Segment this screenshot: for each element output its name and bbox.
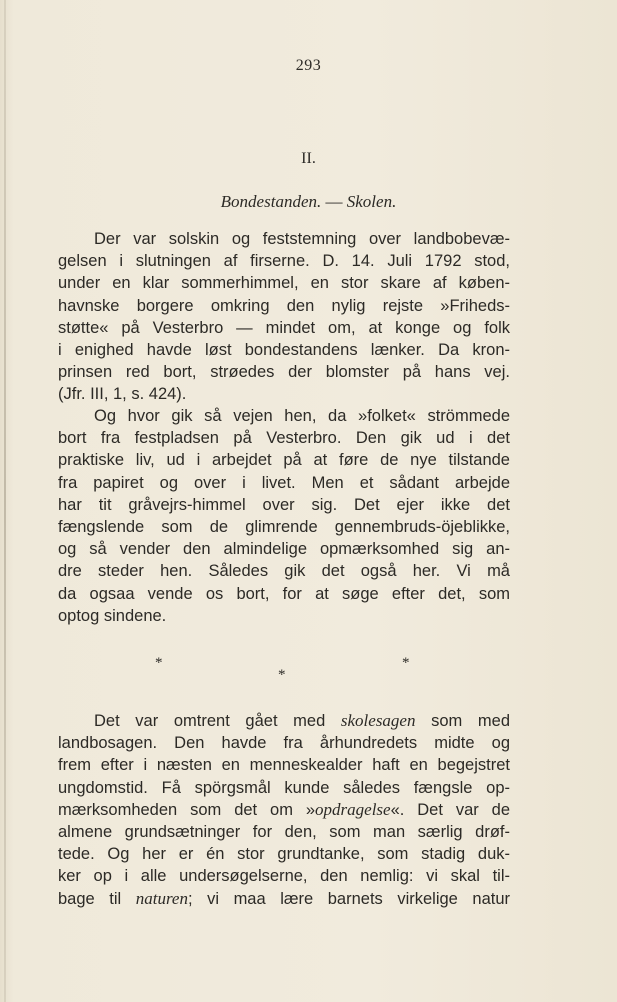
text-line: fra papiret og over i livet. Men et sådant arbejde [58,473,510,492]
text-line [58,799,510,821]
text-line: praktiske liv, ud i arbejdet på at føre de nye tilstande [58,451,510,470]
section-title [0,192,617,212]
emphasis: naturen [135,888,188,908]
text-run: ; vi maa lære barnets virkelige natur [187,889,511,908]
paragraph-2 [58,405,510,627]
text-run: «. Det var de [390,800,510,819]
text-line: støtte« på Vesterbro — mindet om, at konge og folk [58,318,510,337]
text-line: havnske borgere omkring den nylig rejste »Friheds- [58,296,510,315]
paragraph-1 [58,228,510,406]
text-line: under en klar sommerhimmel, en stor skare af køben- [58,274,510,293]
text-line: Der var solskin og feststemning over landbobevæ- [94,230,510,248]
text-line: gelsen i slutningen af firserne. D. 14. Juli 1792 stod, [58,252,510,271]
text-line: landbosagen. Den havde fra århundredets midte og [58,734,510,753]
title-part-1: Bondestanden. [220,192,322,211]
text-line: almene grundsætninger for den, som man særlig drøf- [58,822,510,841]
emphasis: skolesagen [340,711,416,730]
text-line: prinsen red bort, strøedes der blomster på hans vej. [58,363,510,382]
text-line: da ogsaa vende os bort, for at søge efter det, som [58,584,510,603]
text-line: (Jfr. III, 1, s. 424). [58,385,187,404]
text-run: Det var omtrent gået med [94,712,341,730]
text-line: tede. Og her er én stor grundtanke, som stadig duk- [58,845,510,864]
section-separator [0,655,617,685]
text-run: som med [415,712,511,730]
text-run: bage til [58,889,136,908]
text-line: bort fra festpladsen på Vesterbro. Den gik ud i det [58,429,510,448]
text-line [58,888,510,910]
text-line: i enighed havde løst bondestandens lænker. Da kron- [58,340,510,359]
text-line: Og hvor gik så vejen hen, da »folket« strömmede [94,407,510,425]
text-line [58,710,510,732]
text-line: ungdomstid. Få spörgsmål kunde således fængsle op- [58,778,510,797]
text-line: fængslende som de glimrende gennembruds-öjeblikke, [58,517,510,536]
text-run: mærksomheden som det om » [58,800,316,819]
text-line: optog sindene. [58,606,167,625]
paragraph-3 [58,710,510,910]
emphasis: opdragelse [315,799,391,819]
title-separator: — [321,192,347,211]
text-line: dre steder hen. Således gik det også her. Vi må [58,562,510,581]
text-line: og så vender den almindelige opmærksomhed sig an- [58,540,510,559]
text-line: har tit gråvejrs-himmel over sig. Det ejer ikke det [58,495,510,514]
separator-star: * [155,655,163,671]
section-number: II. [301,150,316,167]
text-line: ker op i alle undersøgelserne, den nemlig: vi skal til- [58,867,510,886]
separator-star: * [278,667,286,683]
separator-star: * [402,655,410,671]
text-line: frem efter i næsten en menneskealder haft en begejstret [58,756,510,775]
title-part-2: Skolen. [346,192,397,211]
page-number: 293 [295,57,322,74]
